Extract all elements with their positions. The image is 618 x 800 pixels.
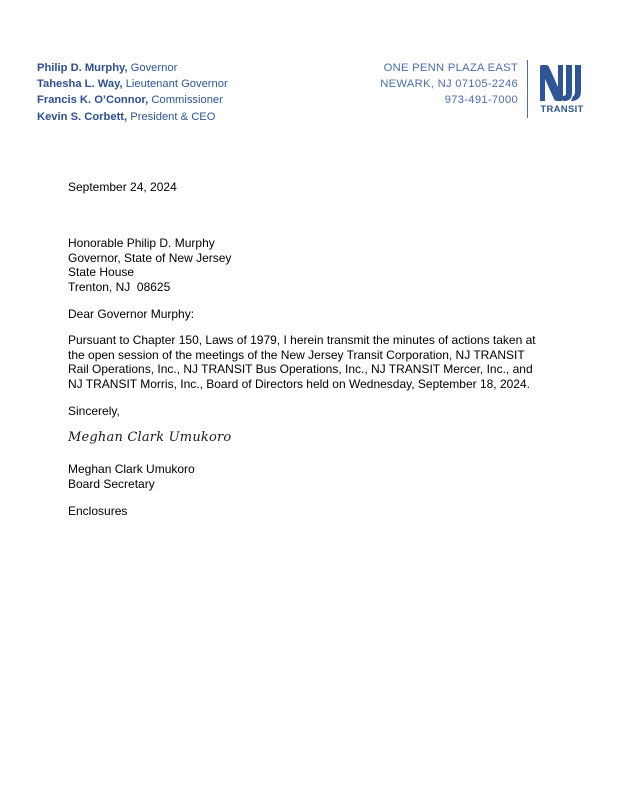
recipient-line: State House [68,265,135,280]
body-line: the open session of the meetings of the New Jersey Transit Corporation, NJ TRANSIT [68,347,525,362]
signer-name: Meghan Clark Umukoro [68,462,195,476]
body-line: NJ TRANSIT Morris, Inc., Board of Directors held on Wednesday, September 18, 2024. [68,376,530,391]
letter-date: September 24, 2024 [68,180,177,194]
address-street: ONE PENN PLAZA EAST [383,62,518,74]
body-line: Pursuant to Chapter 150, Laws of 1979, I herein transmit the minutes of actions taken at [68,333,536,347]
official-commissioner: Francis K. O’Connor, Commissioner [37,94,223,107]
letter-body [68,333,546,391]
nj-logo-icon [538,63,586,103]
enclosures-note: Enclosures [68,504,128,518]
recipient-line: Governor, State of New Jersey [68,250,232,265]
signer-block [68,462,195,491]
body-line: Rail Operations, Inc., NJ TRANSIT Bus Operations, Inc., NJ TRANSIT Mercer, Inc., and [68,362,533,377]
handwritten-signature: Meghan Clark Umukoro [68,430,232,445]
address-city: NEWARK, NJ 07105-2246 [380,78,518,91]
signer-title: Board Secretary [68,476,155,491]
recipient-address [68,236,231,294]
letterhead-officials [37,60,228,125]
nj-transit-logo [538,63,586,115]
logo-subtext: TRANSIT [540,104,584,115]
letterhead-divider [527,60,528,118]
letterhead-address [380,60,518,109]
recipient-line: Honorable Philip D. Murphy [68,236,215,250]
letter-closing: Sincerely, [68,404,120,418]
letter-greeting: Dear Governor Murphy: [68,307,195,321]
address-phone: 973-491-7000 [444,94,518,107]
recipient-line: Trenton, NJ 08625 [68,279,171,294]
official-lieutenant-governor: Tahesha L. Way, Lieutenant Governor [37,78,228,91]
official-president-ceo: Kevin S. Corbett, President & CEO [37,110,216,123]
official-governor: Philip D. Murphy, Governor [37,62,178,74]
